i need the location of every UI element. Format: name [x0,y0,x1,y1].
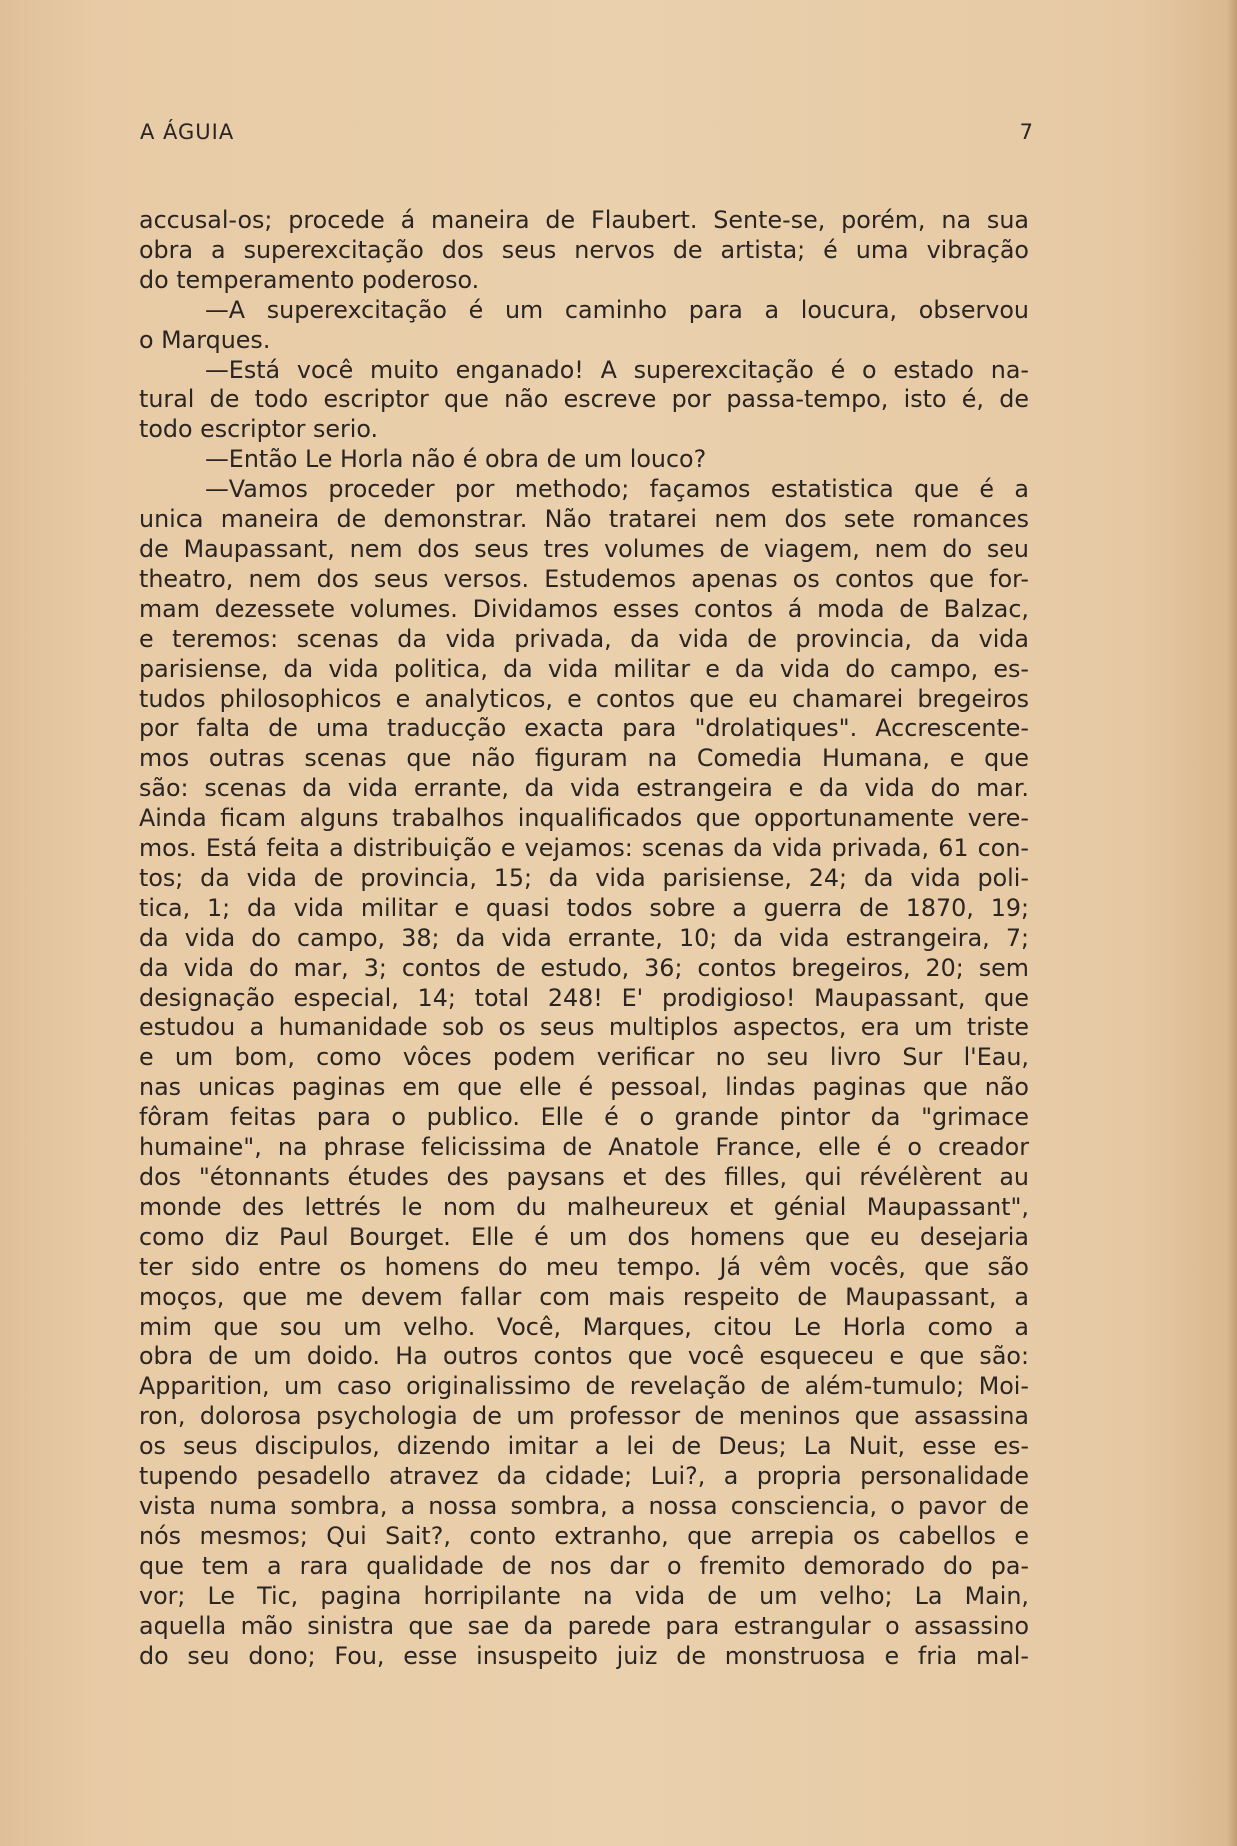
text-line: do temperamento poderoso. [139,265,480,294]
text-line: designação especial, 14; total 248! E' prodigioso! Maupassant, que [139,983,1029,1012]
text-line: unica maneira de demonstrar. Não tratarei nem dos sete romances [139,505,1029,534]
text-line: do seu dono; Fou, esse insuspeito juiz de monstruosa e fria mal- [139,1641,1029,1670]
text-line: de Maupassant, nem dos seus tres volumes de viagem, nem do seu [139,534,1029,563]
text-line: theatro, nem dos seus versos. Estudemos apenas os contos que for- [139,564,1029,593]
text-line: por falta de uma traducção exacta para "drolatiques". Accrescente- [139,714,1029,743]
text-line: fôram feitas para o publico. Elle é o grande pintor da "grimace [139,1103,1029,1132]
text-line: accusal-os; procede á maneira de Flaubert. Sente-se, porém, na sua [139,206,1029,234]
body-text [139,206,1029,1671]
text-line: —A superexcitação é um caminho para a loucura, observou [205,295,1029,324]
text-line: da vida do campo, 38; da vida errante, 10; da vida estrangeira, 7; [139,923,1029,952]
text-line: Ainda ficam alguns trabalhos inqualificados que opportunamente vere- [139,804,1029,833]
running-header [140,120,1034,152]
text-line: mam dezessete volumes. Dividamos esses contos á moda de Balzac, [139,594,1029,623]
journal-title: A ÁGUIA [140,120,235,144]
text-line: nas unicas paginas em que elle é pessoal, lindas paginas que não [139,1073,1029,1102]
text-line: e um bom, como vôces podem verificar no seu livro Sur l'Eau, [139,1043,1029,1072]
text-line: ron, dolorosa psychologia de um professor de meninos que assassina [139,1402,1029,1431]
page-number: 7 [1019,120,1034,144]
text-line: mim que sou um velho. Você, Marques, citou Le Horla como a [139,1312,1029,1341]
text-line: dos "étonnants études des paysans et des filles, qui révélèrent au [139,1163,1029,1191]
text-line: mos outras scenas que não figuram na Comedia Humana, e que [139,744,1029,773]
text-line: humaine", na phrase felicissima de Anatole France, elle é o creador [139,1133,1029,1162]
text-line: vor; Le Tic, pagina horripilante na vida de um velho; La Main, [139,1581,1029,1610]
text-line: vista numa sombra, a nossa sombra, a nossa consciencia, o pavor de [139,1491,1029,1520]
text-line: o Marques. [139,325,271,354]
text-line: parisiense, da vida politica, da vida militar e da vida do campo, es- [139,654,1029,683]
text-line: moços, que me devem fallar com mais respeito de Maupassant, a [139,1282,1029,1311]
text-line: da vida do mar, 3; contos de estudo, 36; contos bregeiros, 20; sem [139,953,1029,982]
text-line: que tem a rara qualidade de nos dar o fremito demorado do pa- [139,1551,1029,1580]
text-line: e teremos: scenas da vida privada, da vida de provincia, da vida [139,624,1029,653]
text-line: aquella mão sinistra que sae da parede para estrangular o assassino [139,1611,1029,1640]
text-line: todo escriptor serio. [139,415,379,444]
page-edge-shadow [1227,0,1237,1846]
text-line: tupendo pesadello atravez da cidade; Lui?, a propria personalidade [139,1462,1029,1491]
text-line: mos. Está feita a distribuição e vejamos: scenas da vida privada, 61 con- [139,834,1029,863]
text-line: nós mesmos; Qui Sait?, conto extranho, que arrepia os cabellos e [139,1521,1029,1550]
text-line: tos; da vida de provincia, 15; da vida parisiense, 24; da vida poli- [139,863,1029,892]
text-line: tudos philosophicos e analyticos, e contos que eu chamarei bregeiros [139,684,1029,713]
text-line: monde des lettrés le nom du malheureux et génial Maupassant", [139,1192,1029,1221]
text-line: —Vamos proceder por methodo; façamos estatistica que é a [205,475,1029,504]
text-line: como diz Paul Bourget. Elle é um dos homens que eu desejaria [139,1222,1029,1251]
text-line: os seus discipulos, dizendo imitar a lei de Deus; La Nuit, esse es- [139,1432,1029,1461]
text-line: estudou a humanidade sob os seus multiplos aspectos, era um triste [139,1013,1029,1042]
text-line: ter sido entre os homens do meu tempo. Já vêm vocês, que são [139,1252,1029,1281]
text-line: são: scenas da vida errante, da vida estrangeira e da vida do mar. [139,774,1029,803]
text-line: tica, 1; da vida militar e quasi todos sobre a guerra de 1870, 19; [139,893,1029,922]
text-line: Apparition, um caso originalissimo de revelação de além-tumulo; Moi- [139,1372,1029,1401]
text-line: obra a superexcitação dos seus nervos de artista; é uma vibração [139,235,1029,264]
text-line: obra de um doido. Ha outros contos que você esqueceu e que são: [139,1342,1029,1371]
text-line: —Então Le Horla não é obra de um louco? [205,445,707,474]
text-line: —Está você muito enganado! A superexcitação é o estado na- [205,355,1029,384]
text-line: tural de todo escriptor que não escreve por passa-tempo, isto é, de [139,385,1029,414]
